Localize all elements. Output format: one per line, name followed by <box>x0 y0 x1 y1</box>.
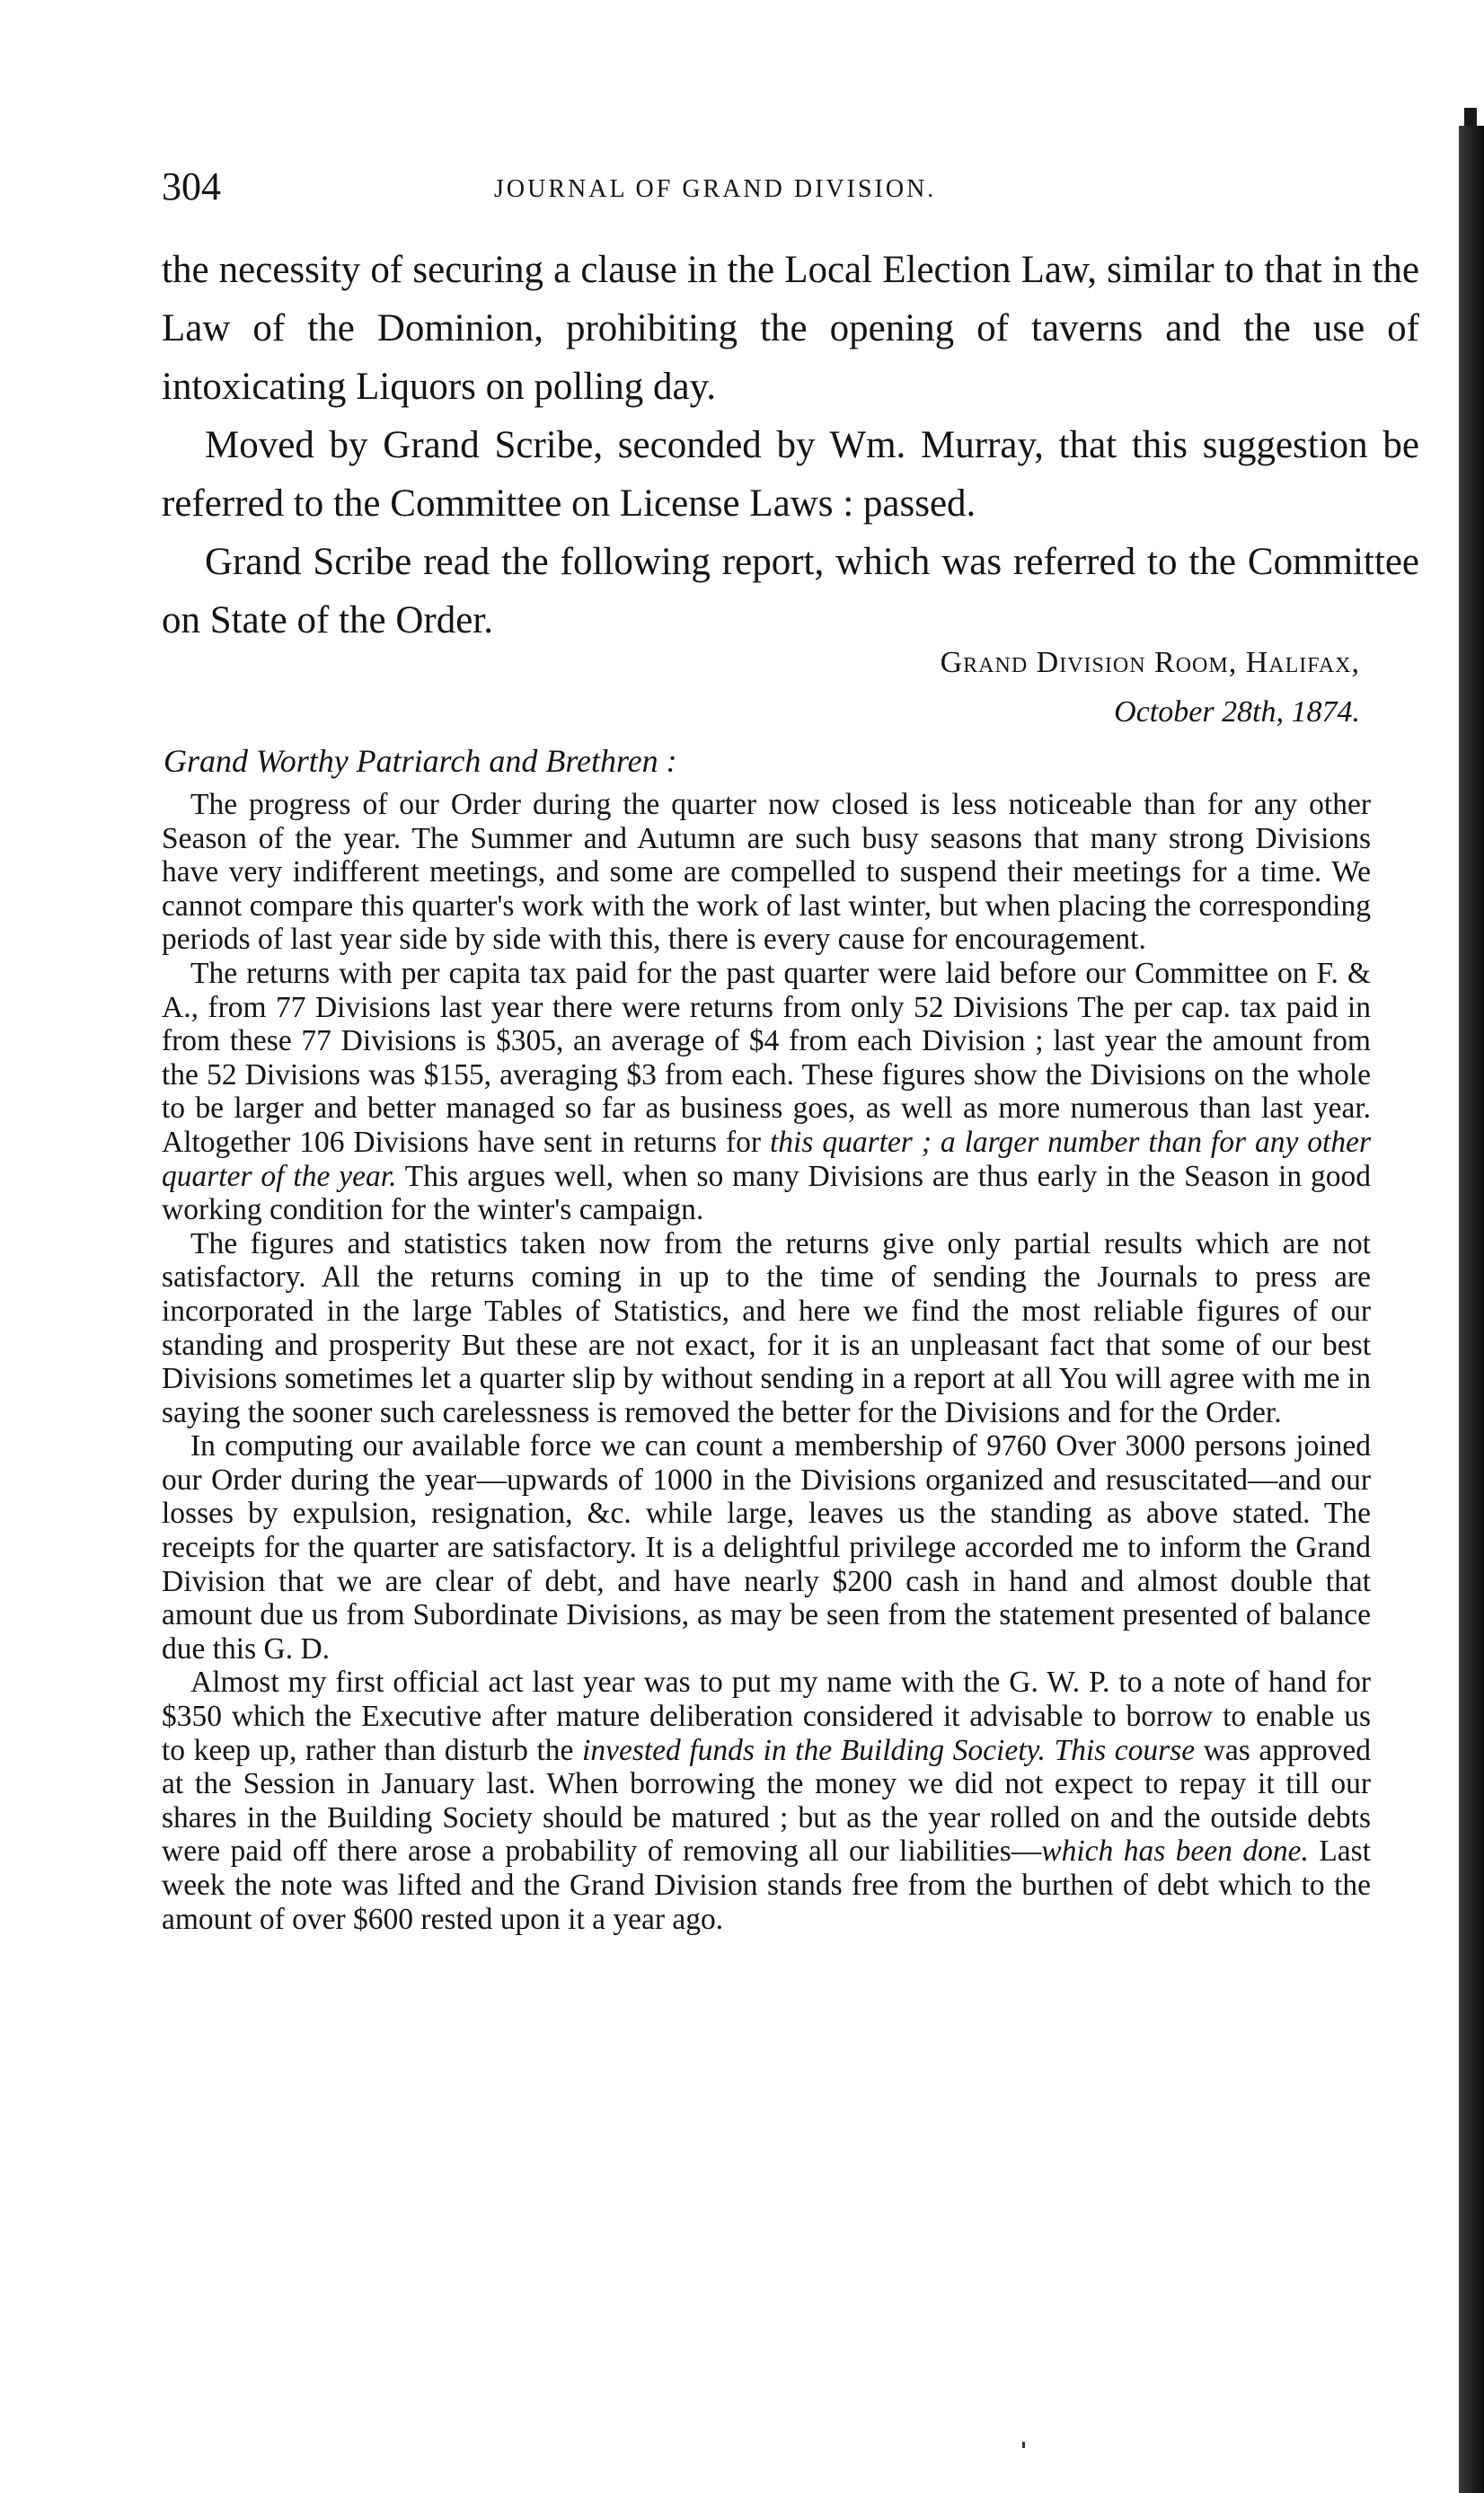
report-paragraph: The figures and statistics taken now from the returns give only partial results which are not satisfactory. All the returns coming in up to the time of sending the Journals to press are incorporated in the large Tables of Statistics, and here we find the most reliable figures of our standing and prosperity But these are not exact, for it is an unpleasant fact that some of our best Divisions sometimes let a quarter slip by without sending in a report at all You will agree with me in saying the sooner such carelessness is removed the better for the Divisions and for the Order. <box>162 1226 1371 1429</box>
report-paragraph: In computing our available force we can count a membership of 9760 Over 3000 persons joined our Order during the year—upwards of 1000 in the Divisions organized and resuscitated—and our losses by expulsion, resignation, &c. while large, leaves us the standing as above stated. The receipts for the quarter are satisfactory. It is a delightful privilege accorded me to inform the Grand Division that we are clear of debt, and have nearly $200 cash in hand and almost double that amount due us from Subordinate Divisions, as may be seen from the statement presented of balance due this G. D. <box>162 1429 1371 1666</box>
report-text: Almost my first official act last year was to put my name with the G. W. P. to a note of hand for $350 which the Executive after mature deliberation considered it advisable to borrow to enable us to keep up, rather than disturb the <box>162 1666 1371 1767</box>
report-place: Grand Division Room, Halifax, <box>940 646 1360 679</box>
report-text: was approved at the Session in January last. When borrowing the money we did not expect to repay it till our shares in the Building Society should be matured ; but as the year rolled on and the outside debts were paid off there arose a probability of removing all our liabilities— <box>162 1733 1372 1869</box>
report-italic-text: which has been done. <box>1041 1834 1309 1869</box>
report-dateline <box>162 638 1360 737</box>
binding-edge <box>1459 126 1484 2493</box>
page-number: 304 <box>162 164 221 208</box>
report-paragraph: The progress of our Order during the quarter now closed is less noticeable than for any other Season of the year. The Summer and Autumn are such busy seasons that many strong Divisions have very indifferent meetings, and some are compelled to suspend their meetings for a time. We cannot compare this quarter's work with the work of last winter, but when placing the corresponding periods of last year side by side with this, there is every cause for encouragement. <box>162 788 1371 957</box>
report-text: The returns with per capita tax paid for the past quarter were laid before our Committee on F. & A., from 77 Divisions last year there were returns from only 52 Divisions The per cap. tax paid in from these 77 Divisions is $305, an average of $4 from each Division ; last year the amount from the 52 Divisions was $155, averaging $3 from each. These figures show the Divisions on the whole to be larger and better managed so far as business goes, as well as more numerous than last year. Altogether 106 Divisions have sent in returns for <box>162 956 1371 1159</box>
running-head: JOURNAL OF GRAND DIVISION. <box>494 175 937 203</box>
report-salutation: Grand Worthy Patriarch and Brethren : <box>163 743 677 779</box>
report-paragraph <box>162 1666 1371 1936</box>
intro-paragraph: the necessity of securing a clause in the Local Election Law, similar to that in the Law of the Dominion, prohibiting the opening of taverns and the use of intoxicating Liquors on polling day. <box>162 249 1419 408</box>
report-italic-text: this quarter ; a larger number than for any other quarter of the year. <box>162 1125 1372 1193</box>
report-text: This argues well, when so many Divisions are thus early in the Season in good working condition for the winter's campaign. <box>162 1159 1371 1227</box>
intro-paragraph: Grand Scribe read the following report, which was referred to the Committee on State of the Order. <box>162 541 1419 641</box>
ink-speck <box>1022 2442 1025 2448</box>
report-paragraph <box>162 957 1371 1227</box>
report-date: October 28th, 1874. <box>1114 695 1360 729</box>
report-body <box>162 788 1371 1936</box>
intro-paragraph: Moved by Grand Scribe, seconded by Wm. Murray, that this suggestion be referred to the Committee on License Laws : passed. <box>162 424 1419 525</box>
intro-text <box>162 241 1419 650</box>
page-header <box>162 160 1419 214</box>
report-italic-text: invested funds in the Building Society. This course <box>582 1733 1196 1767</box>
report-text: Last week the note was lifted and the Grand Division stands free from the burthen of debt which to the amount of over $600 rested upon it a year ago. <box>162 1834 1371 1936</box>
